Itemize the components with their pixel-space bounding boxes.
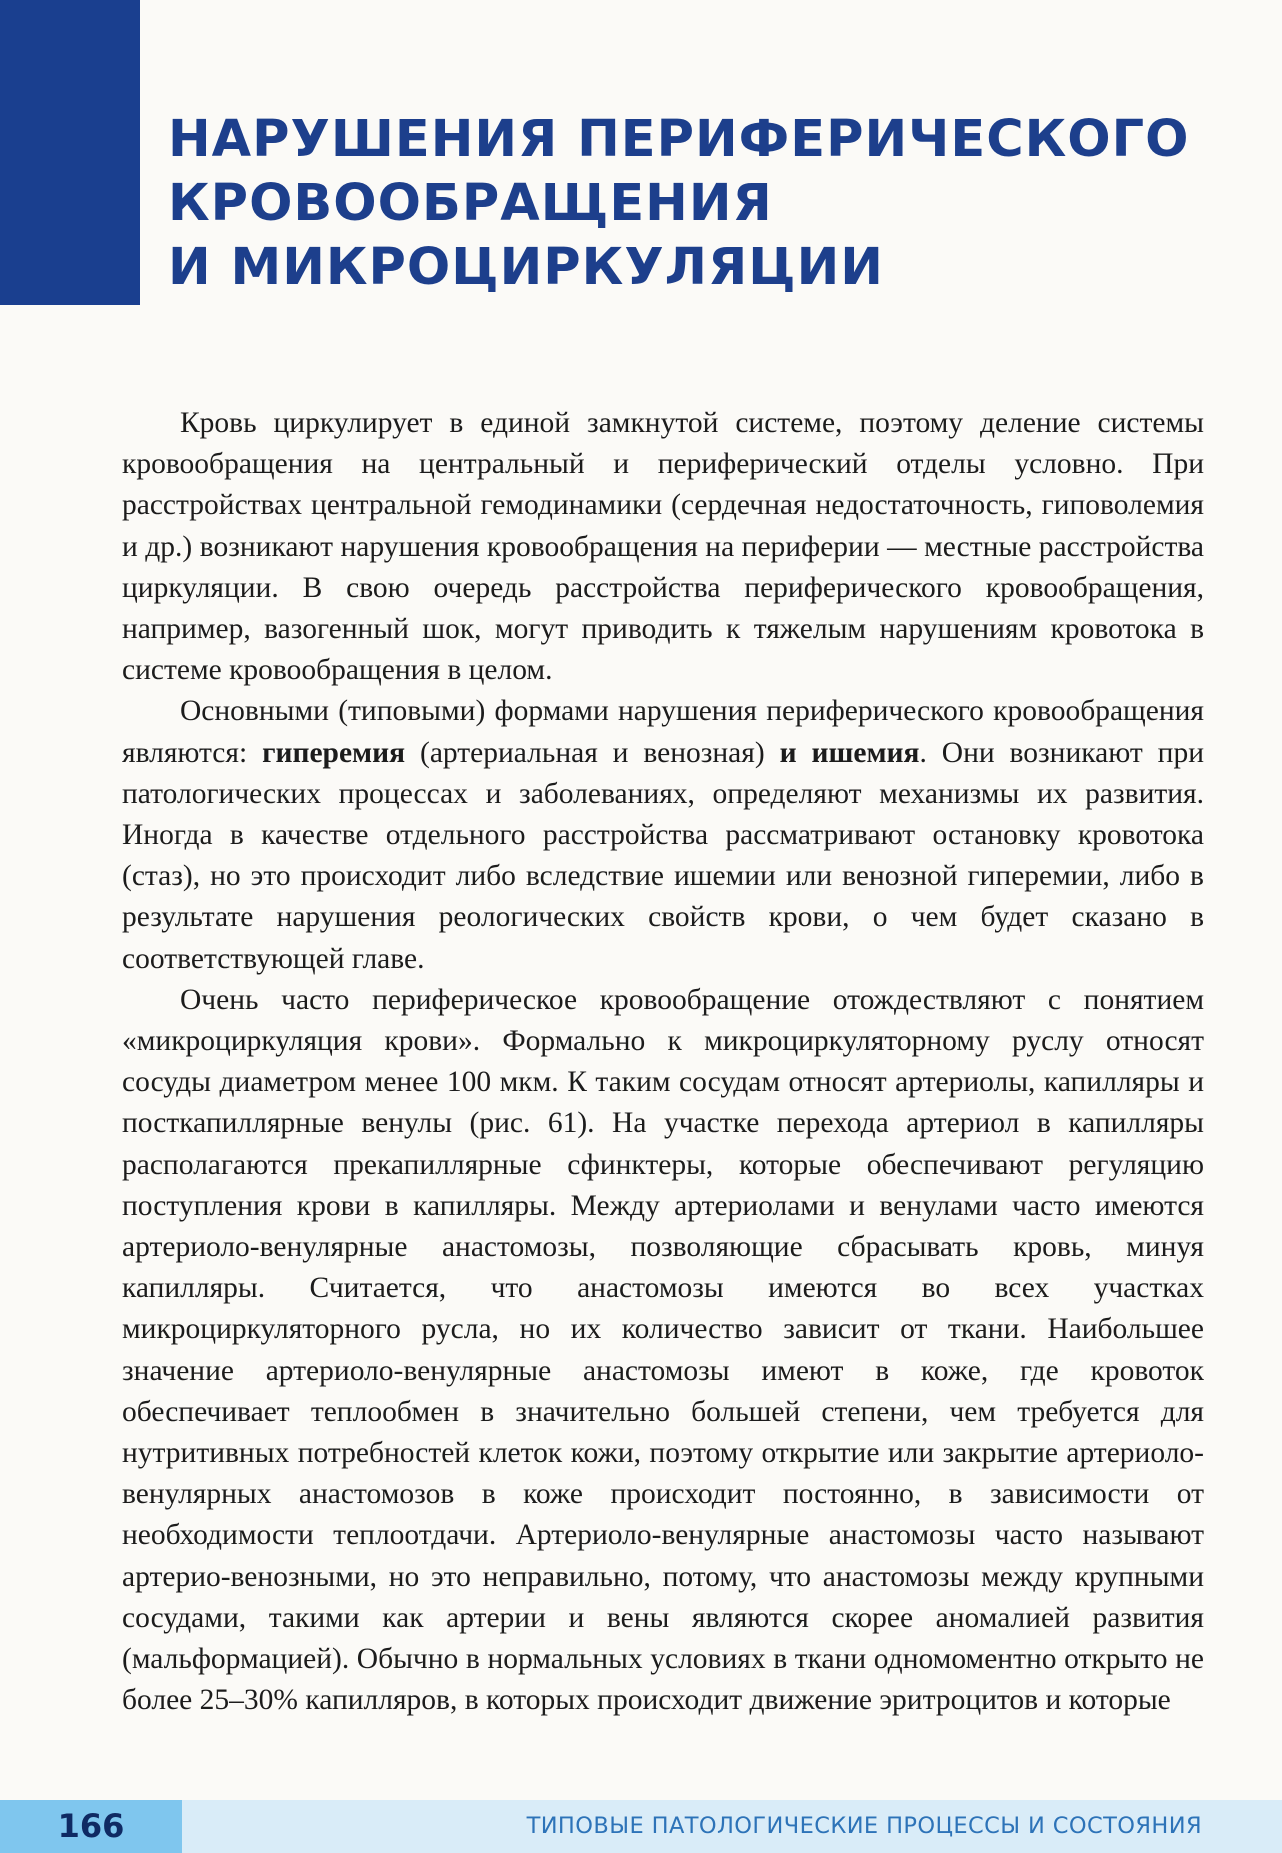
chapter-title-bar — [0, 0, 140, 305]
paragraph-2-text-end: . Они возникают при патологических процессах и заболеваниях, определяют механизмы их развития. Иногда в качестве отдельного расстройства рассматривают остановку кровотока (стаз), но это происходит либо вследствие ишемии или венозной гиперемии, либо в результате нарушения реологических свойств крови, о чем будет сказано в соответствующей главе. — [122, 736, 1204, 975]
page-footer — [0, 1800, 1282, 1853]
term-conjunction: и — [779, 736, 797, 769]
chapter-title-line-1: НАРУШЕНИЯ ПЕРИФЕРИЧЕСКОГО — [168, 110, 1190, 169]
chapter-title — [168, 108, 1190, 300]
paragraph-2-text-start: Основными (типовыми) формами нарушения периферического кровообращения являются: — [122, 695, 1204, 769]
running-title: ТИПОВЫЕ ПАТОЛОГИЧЕСКИЕ ПРОЦЕССЫ И СОСТОЯНИЯ — [526, 1813, 1202, 1839]
chapter-title-line-2: КРОВООБРАЩЕНИЯ — [168, 174, 773, 233]
chapter-title-line-3: И МИКРОЦИРКУЛЯЦИИ — [168, 238, 884, 297]
paragraph-2 — [122, 691, 1204, 979]
paragraph-3: Очень часто периферическое кровообращение отождествляют с понятием «микроциркуляция крови». Формально к микроциркуляторному руслу относят сосуды диаметром менее 100 мкм. К таким сосудам относят артериолы, капилляры и посткапиллярные венулы (рис. 61). На участке перехода артериол в капилляры располагаются прекапиллярные сфинктеры, которые обеспечивают регуляцию поступления крови в капилляры. Между артериолами и венулами часто имеются артериоло-венулярные анастомозы, позволяющие сбрасывать кровь, минуя капилляры. Считается, что анастомозы имеются во всех участках микроциркуляторного русла, но их количество зависит от ткани. Наибольшее значение артериоло-венулярные анастомозы имеют в коже, где кровоток обеспечивает теплообмен в значительно большей степени, чем требуется для нутритивных потребностей клеток кожи, поэтому открытие или закрытие артериоло-венулярных анастомозов в коже происходит постоянно, в зависимости от необходимости теплоотдачи. Артериоло-венулярные анастомозы часто называют артерио-венозными, но это неправильно, потому, что анастомозы между крупными сосудами, такими как артерии и вены являются скорее аномалией развития (мальформацией). Обычно в нормальных условиях в ткани одномоментно открыто не более 25–30% капилляров, в которых происходит движение эритроцитов и которые — [122, 983, 1204, 1717]
term-hyperemia: гиперемия — [262, 736, 406, 769]
page-number: 166 — [0, 1800, 182, 1853]
term-ischemia: ишемия — [811, 736, 920, 769]
paragraph-1: Кровь циркулирует в единой замкнутой системе, поэтому деление системы кровообращения на центральный и периферический отделы условно. При расстройствах центральной гемодинамики (сердечная недостаточность, гиповолемия и др.) возникают нарушения кровообращения на периферии — местные расстройства циркуляции. В свою очередь расстройства периферического кровообращения, например, вазогенный шок, могут приводить к тяжелым нарушениям кровотока в системе кровообращения в целом. — [122, 407, 1204, 687]
paragraph-2-text-mid: (артериальная и венозная) — [405, 736, 780, 769]
body-text — [122, 403, 1204, 1722]
